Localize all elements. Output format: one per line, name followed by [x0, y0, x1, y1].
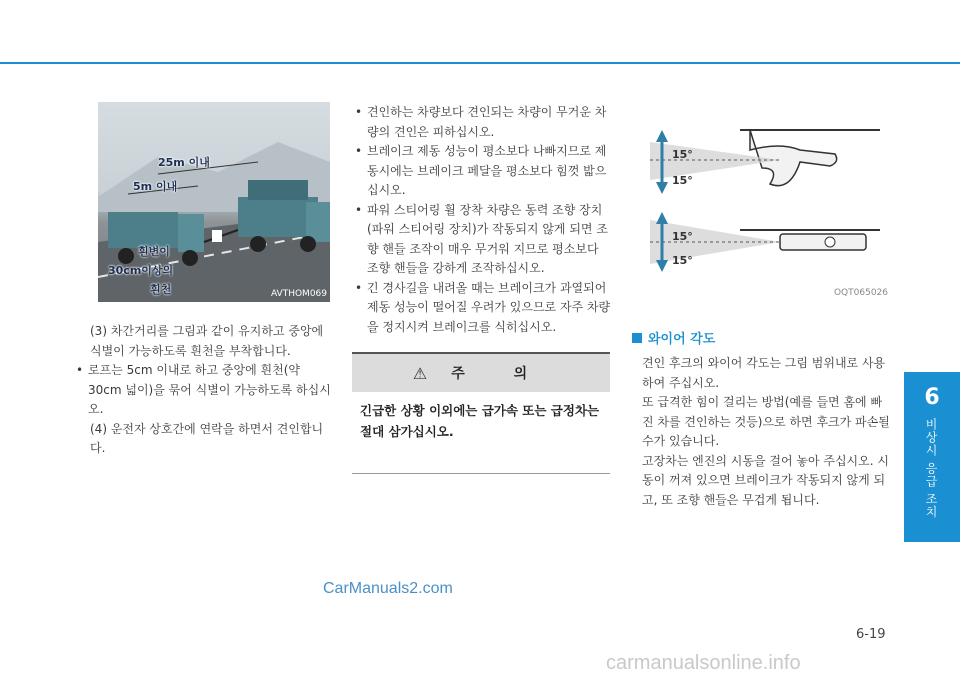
angle-label: 15°	[672, 230, 693, 243]
towing-cautions	[355, 103, 611, 337]
cloth-label-line1: 흰변이	[138, 245, 170, 258]
towing-trucks-figure	[98, 102, 330, 302]
list-item: • 긴 경사길을 내려올 때는 브레이크가 과열되어 제동 성능이 떨어질 우려가 있으므로 자주 차량을 정지시켜 브레이크를 식히십시오.	[355, 279, 611, 338]
caution-body: 긴급한 상황 이외에는 급가속 또는 급정차는 절대 삼가십시오.	[360, 403, 600, 439]
caution-box	[352, 352, 610, 474]
wire-angle-text	[632, 354, 890, 510]
hook-angle-figure	[630, 102, 892, 302]
chapter-number: 6	[924, 385, 940, 410]
square-bullet-icon	[632, 333, 642, 343]
towing-steps	[76, 322, 332, 459]
watermark[interactable]: CarManuals2.com	[323, 580, 453, 597]
section-title: 와이어 각도	[648, 332, 716, 347]
angle-label: 15°	[672, 254, 693, 267]
footer-brand[interactable]: carmanualsonline.info	[606, 652, 801, 674]
caution-title: 주 의	[451, 366, 550, 382]
warning-triangle-icon: ⚠	[412, 363, 428, 383]
section-heading	[632, 328, 715, 347]
angle-label: 15°	[672, 148, 693, 161]
paragraph: 또 급격한 힘이 걸리는 방법(예를 들면 홈에 빠진 차를 견인하는 것등)으로 하면 후크가 파손될 수가 있습니다.	[642, 395, 890, 448]
list-item: • 파워 스티어링 휠 장착 차량은 동력 조향 장치(파워 스티어링 장치)가 작동되지 않게 되면 조향 핸들 조작이 매우 무거워 지므로 평소보다 조향 핸들을 강하게 조작하십시오.	[355, 201, 611, 279]
figure-code: AVTHOM069	[270, 289, 327, 299]
cloth-label-line2: 30cm이상의	[108, 264, 174, 277]
cloth-label-line3: 흰천	[150, 283, 172, 296]
paragraph: 견인 후크의 와이어 각도는 그림 범위내로 사용하여 주십시오.	[642, 356, 886, 390]
page-number: 6-19	[856, 627, 886, 642]
paragraph: 고장차는 엔진의 시동을 걸어 놓아 주십시오. 시동이 꺼져 있으면 브레이크가 작동되지 않게 되고, 또 조향 핸들은 무겁게 됩니다.	[642, 453, 889, 507]
distance-label-25m: 25m 이내	[158, 156, 210, 169]
hook-angle-diagram	[630, 102, 892, 302]
chapter-title: 비상시 응급 조치	[924, 418, 938, 519]
angle-label: 15°	[672, 174, 693, 187]
figure-code: OQT065026	[833, 288, 888, 298]
rope-note: • 로프는 5cm 이내로 하고 중앙에 흰천(약 30cm 넓이)을 묶어 식별이 가능하도록 하십시오.	[76, 361, 332, 420]
header-rule	[0, 62, 960, 64]
list-item: • 브레이크 제동 성능이 평소보다 나빠지므로 제동시에는 브레이크 페달을 평소보다 힘껏 밟으십시오.	[355, 142, 611, 201]
step-3: (3) 차간거리를 그림과 같이 유지하고 중앙에 식별이 가능하도록 흰천을 부착합니다.	[90, 324, 324, 358]
step-4: (4) 운전자 상호간에 연락을 하면서 견인합니다.	[90, 421, 324, 455]
distance-label-5m: 5m 이내	[133, 180, 178, 193]
caution-header	[352, 354, 610, 392]
list-item: • 견인하는 차량보다 견인되는 차량이 무거운 차량의 견인은 피하십시오.	[355, 103, 611, 142]
